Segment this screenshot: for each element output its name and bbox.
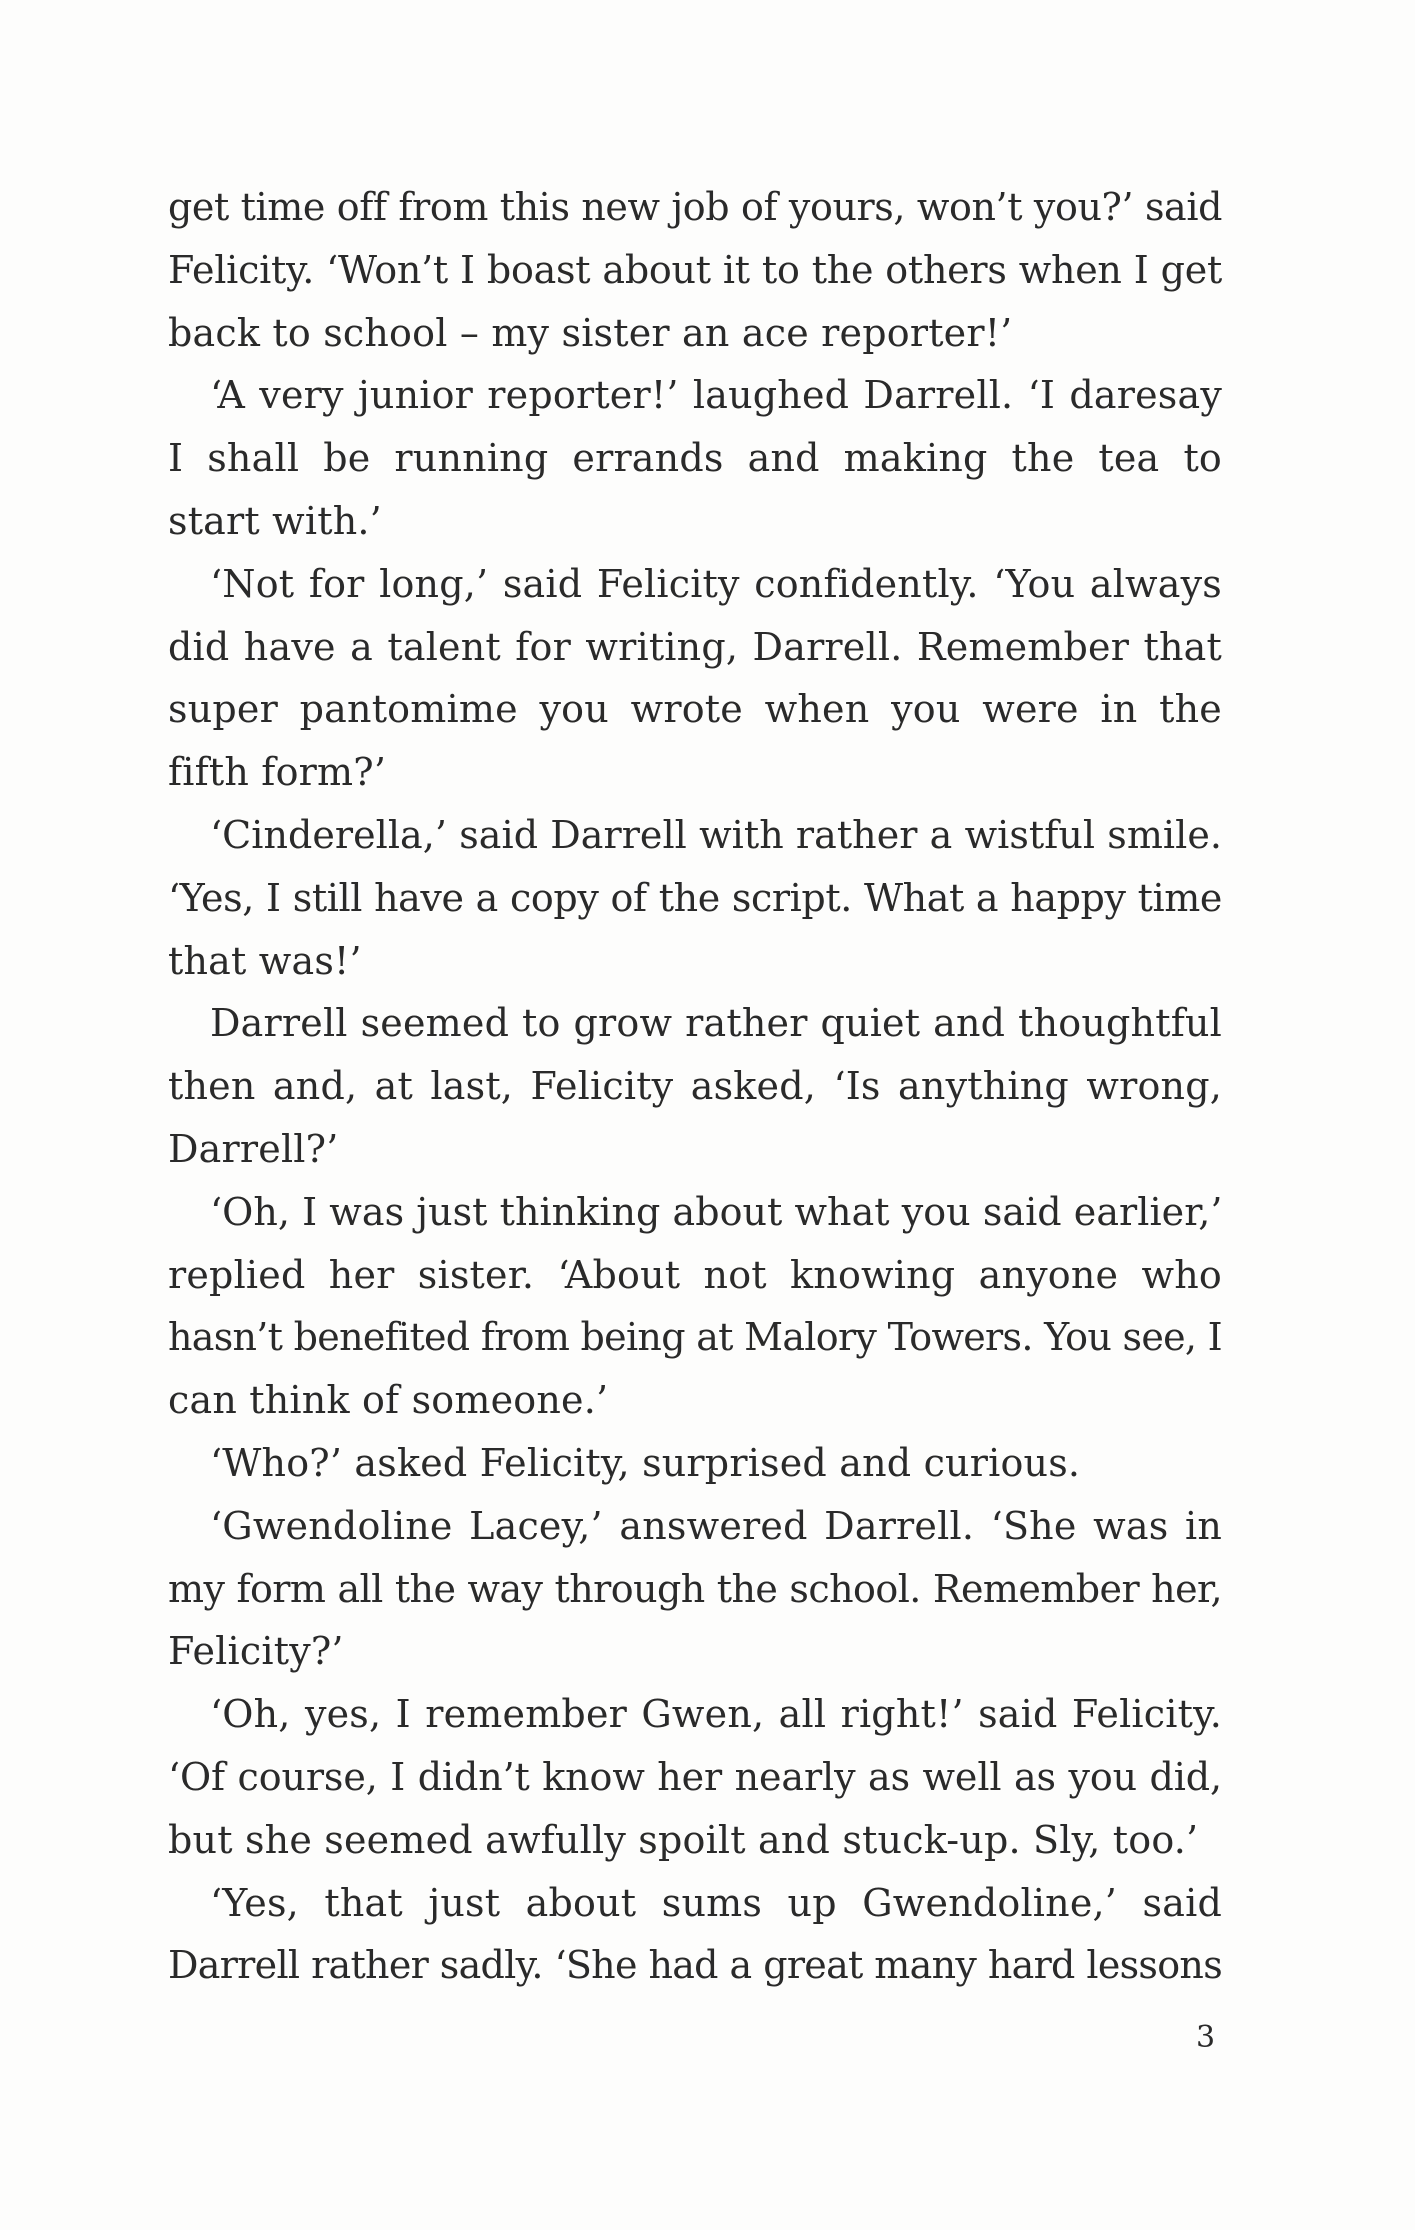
text-line: back to school – my sister an ace reporter!’ [168,310,1013,355]
text-line: did have a talent for writing, Darrell. Remember that [168,624,1222,669]
text-line: ‘Yes, that just about sums up Gwendoline,’ said [210,1880,1222,1925]
text-line: ‘Cinderella,’ said Darrell with rather a wistful smile. [210,812,1222,857]
text-line: that was!’ [168,938,362,983]
text-line: then and, at last, Felicity asked, ‘Is anything wrong, [168,1064,1222,1109]
text-line: super pantomime you wrote when you were in the [168,687,1222,732]
text-line: hasn’t benefited from being at Malory Towers. You see, I [168,1315,1222,1360]
page-number: 3 [1196,2020,1216,2055]
text-line: ‘Of course, I didn’t know her nearly as well as you did, [168,1754,1222,1799]
text-line: ‘Not for long,’ said Felicity confidently. ‘You always [210,561,1222,606]
text-line: get time off from this new job of yours, won’t you?’ said [168,185,1222,229]
text-line: replied her sister. ‘About not knowing anyone who [168,1252,1222,1297]
text-line: ‘Yes, I still have a copy of the script. What a happy time [168,875,1222,920]
text-line: Darrell seemed to grow rather quiet and thoughtful [210,1001,1222,1046]
text-line: start with.’ [168,498,382,543]
text-line: ‘Gwendoline Lacey,’ answered Darrell. ‘She was in [210,1503,1222,1548]
text-line: Darrell rather sadly. ‘She had a great many hard lessons [168,1943,1222,1988]
text-line: Felicity. ‘Won’t I boast about it to the others when I get [168,247,1222,292]
text-line: ‘Oh, I was just thinking about what you said earlier,’ [210,1189,1223,1234]
text-line: can think of someone.’ [168,1378,609,1423]
text-line: ‘A very junior reporter!’ laughed Darrell. ‘I daresay [210,373,1222,418]
text-line: ‘Oh, yes, I remember Gwen, all right!’ said Felicity. [210,1692,1222,1737]
text-line: my form all the way through the school. Remember her, [168,1566,1222,1611]
text-line: fifth form?’ [168,750,387,795]
text-line: ‘Who?’ asked Felicity, surprised and curious. [210,1440,1081,1485]
text-line: Felicity?’ [168,1629,344,1674]
text-line: but she seemed awfully spoilt and stuck-up. Sly, too.’ [168,1817,1199,1862]
text-line: I shall be running errands and making the tea to [168,436,1222,481]
text-line: Darrell?’ [168,1126,339,1171]
body-text [168,176,1222,1997]
